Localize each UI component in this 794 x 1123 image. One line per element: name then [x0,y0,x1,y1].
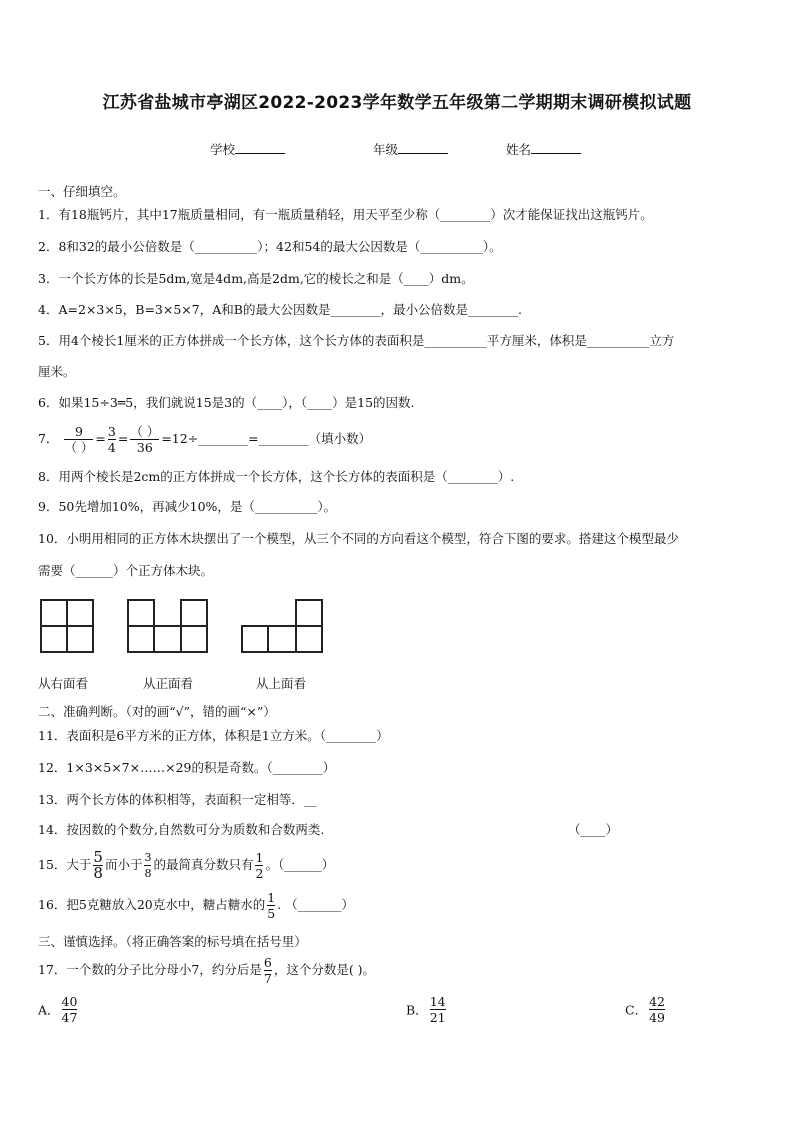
fraction-42-over-49: $\frac{42}{49}$ [649,994,665,1025]
question-14: 14．按因数的个数分,自然数可分为质数和合数两类. [38,822,325,837]
page-title: 江苏省盐城市亭湖区2022-2023学年数学五年级第二学期期末调研模拟试题 [102,93,692,113]
question-5-line-2: 厘米。 [38,364,76,379]
question-16: 16．把5克糖放入20克水中，糖占糖水的 $\frac{1}{5}$ . （_______） [38,890,354,921]
school-label: 学校 [210,142,236,157]
question-7-number: 7． [38,431,59,446]
question-10-line-2: 需要（______）个正方体木块。 [38,563,214,578]
choice-c[interactable]: C． $\frac{42}{49}$ [625,994,665,1025]
section-1-heading: 一、仔细填空。 [38,184,126,199]
question-12: 12．1×3×5×7×……×29的积是奇数。（________） [38,760,336,775]
school-blank[interactable] [235,141,285,154]
question-6: 6．如果15÷3═5，我们就说15是3的（____），（____）是15的因数. [38,395,415,410]
fraction-1-over-5: $\frac{1}{5}$ [267,890,276,921]
choice-b[interactable]: B． $\frac{14}{21}$ [406,994,446,1025]
grade-label: 年级 [373,142,399,157]
name-label: 姓名 [506,142,532,157]
grade-field[interactable] [373,140,448,158]
view-top-label: 从上面看 [256,676,307,691]
question-5-line-1: 5．用4个棱长1厘米的正方体拼成一个长方体，这个长方体的表面积是__________平方厘米，体积是__________立方 [38,333,675,348]
question-1: 1．有18瓶钙片，其中17瓶质量相同，有一瓶质量稍轻，用天平至少称（________）次才能保证找出这瓶钙片。 [38,207,653,222]
section-3-heading: 三、谨慎选择。（将正确答案的标号填在括号里） [38,934,307,949]
question-15: 15．大于 $\frac{5}{8}$ 而小于 $\frac{3}{8}$ 的最简真分数只有 $\frac{1}{2}$ 。（______） [38,848,335,882]
question-9: 9．50先增加10%，再减少10%，是（__________）。 [38,499,337,514]
choice-a[interactable]: A． $\frac{40}{47}$ [38,994,78,1025]
name-blank[interactable] [531,141,581,154]
question-4: 4．A=2×3×5，B=3×5×7，A和B的最大公因数是________，最小公倍数是________. [38,302,522,317]
view-right-label: 从右面看 [38,676,89,691]
section-2-heading: 二、准确判断。（对的画“√”，错的画“×”） [38,704,276,719]
question-14-answer-paren: （____） [568,822,619,837]
fraction-3-over-8: $\frac{3}{8}$ [144,851,152,880]
fraction-14-over-21: $\frac{14}{21}$ [429,994,446,1025]
fraction-3-over-4: $\frac{3}{4}$ [107,424,116,455]
view-front-label: 从正面看 [143,676,194,691]
grade-blank[interactable] [398,141,448,154]
fraction-5-over-8: $\frac{5}{8}$ [93,848,103,882]
question-13: 13．两个长方体的体积相等，表面积一定相等．__ [38,792,317,807]
question-2: 2．8和32的最小公倍数是（__________）；42和54的最大公因数是（__________）。 [38,239,502,254]
school-field[interactable] [210,140,285,158]
question-17: 17．一个数的分子比分母小7，约分后是 $\frac{6}{7}$ ，这个分数是( )。 [38,955,376,986]
fraction-blank-over-36: $\frac{( )}{36}$ [130,424,160,455]
question-7-tail: =12÷________=________（填小数） [161,431,372,446]
question-11: 11．表面积是6平方米的正方体，体积是1立方米。（________） [38,728,389,743]
fraction-40-over-47: $\frac{40}{47}$ [61,994,78,1025]
fraction-9-over-blank: $\frac{9}{( )}$ [64,424,94,455]
question-7: 7． $\frac{9}{( )}$ = $\frac{3}{4}$ = $\frac{( )}{36}$ =12÷________=________（填小数） [38,424,372,455]
fraction-6-over-7: $\frac{6}{7}$ [263,955,272,986]
question-10-line-1: 10．小明用相同的正方体木块摆出了一个模型，从三个不同的方向看这个模型，符合下图的要求。搭建这个模型最少 [38,531,679,546]
fraction-1-over-2: $\frac{1}{2}$ [255,850,264,881]
name-field[interactable] [506,140,581,158]
question-8: 8．用两个棱长是2cm的正方体拼成一个长方体，这个长方体的表面积是（________）. [38,469,515,484]
question-3: 3．一个长方体的长是5dm,宽是4dm,高是2dm,它的棱长之和是（____）dm。 [38,271,474,286]
